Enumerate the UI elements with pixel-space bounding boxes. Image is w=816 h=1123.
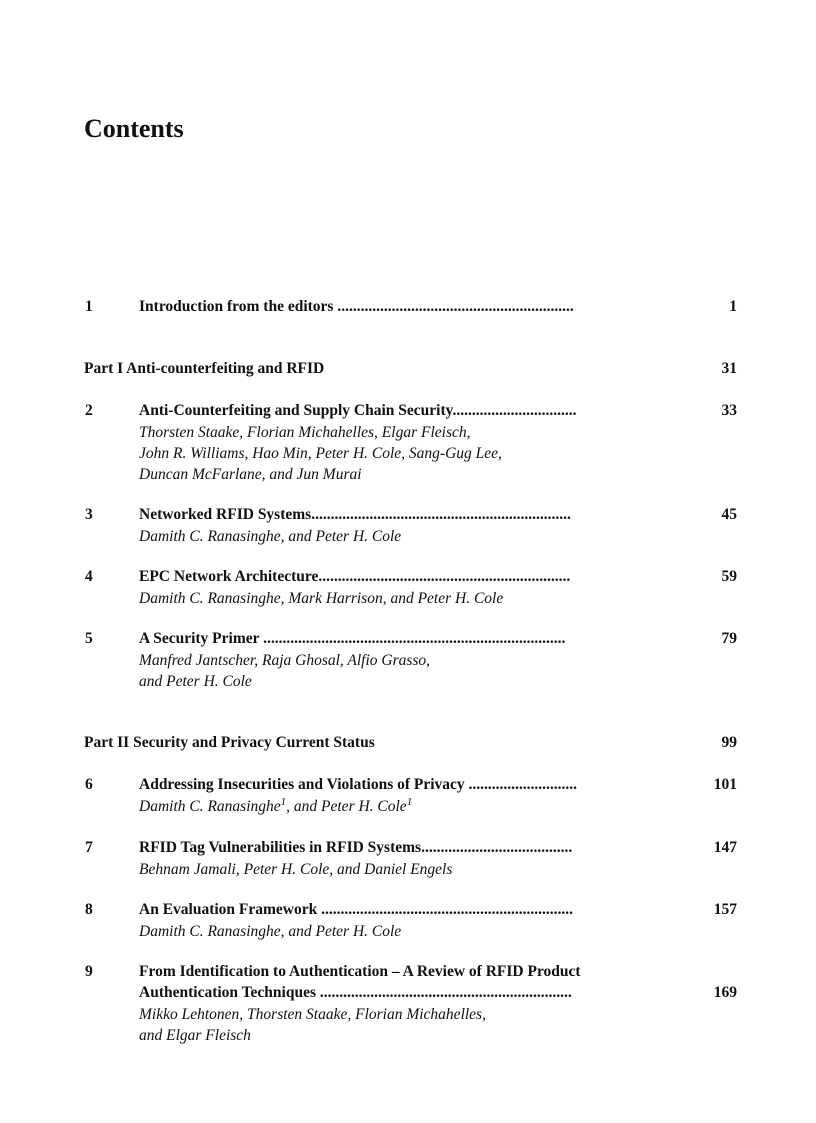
leader-dots: ..............................................................................: [259, 630, 566, 647]
chapter-authors: [139, 422, 502, 485]
page-number: 169: [713, 984, 737, 1001]
author-line: Mikko Lehtonen, Thorsten Staake, Florian Michahelles,: [139, 1006, 486, 1023]
chapter-title[interactable]: [139, 298, 699, 316]
leader-dots: ............................: [464, 776, 578, 793]
author-line: Damith C. Ranasinghe, and Peter H. Cole: [139, 923, 402, 940]
chapter-title-text: RFID Tag Vulnerabilities in RFID Systems: [139, 839, 422, 856]
chapter-title-text: Introduction from the editors: [139, 298, 334, 315]
leader-dots: .................................................................: [317, 901, 573, 918]
chapter-title-text: Networked RFID Systems: [139, 506, 312, 523]
chapter-authors: [139, 921, 401, 942]
author-line: and Elgar Fleisch: [139, 1027, 251, 1044]
author-line: Damith C. Ranasinghe, Mark Harrison, and Peter H. Cole: [139, 590, 504, 607]
leader-dots: .......................................: [421, 839, 573, 856]
chapter-number: 3: [85, 506, 93, 523]
page-number: 45: [721, 506, 737, 523]
part-heading: Part I Anti-counterfeiting and RFID: [84, 360, 325, 377]
chapter-number: 1: [85, 298, 93, 315]
page-number: 59: [721, 568, 737, 585]
chapter-title-text: Addressing Insecurities and Violations of Privacy: [139, 776, 465, 793]
chapter-authors: [139, 588, 503, 609]
leader-dots: ...................................................................: [311, 506, 571, 523]
chapter-title[interactable]: [139, 901, 699, 919]
page-number: 31: [721, 360, 737, 377]
chapter-authors: [139, 650, 430, 692]
chapter-number: 5: [85, 630, 93, 647]
chapter-title-text: Authentication Techniques: [139, 984, 317, 1001]
page-number: 1: [729, 298, 737, 315]
page-number: 101: [713, 776, 737, 793]
chapter-title[interactable]: [139, 776, 699, 794]
chapter-authors: [139, 526, 401, 547]
author-line: and Peter H. Cole: [139, 673, 252, 690]
chapter-number: 8: [85, 901, 93, 918]
chapter-title[interactable]: [139, 506, 699, 524]
footnote-marker: 1: [406, 795, 413, 808]
chapter-title-line1[interactable]: From Identification to Authentication – A Review of RFID Product: [139, 963, 581, 980]
chapter-title-text: Anti-Counterfeiting and Supply Chain Security: [139, 402, 453, 419]
author-line: Thorsten Staake, Florian Michahelles, Elgar Fleisch,: [139, 424, 471, 441]
chapter-authors: [139, 859, 452, 880]
page-number: 147: [713, 839, 737, 856]
leader-dots: ................................: [452, 402, 577, 419]
chapter-title-text: An Evaluation Framework: [139, 901, 318, 918]
chapter-number: 6: [85, 776, 93, 793]
author-line: Manfred Jantscher, Raja Ghosal, Alfio Grasso,: [139, 652, 431, 669]
part-heading: Part II Security and Privacy Current Status: [84, 734, 375, 751]
chapter-authors: [139, 1004, 486, 1046]
chapter-title[interactable]: [139, 568, 699, 586]
leader-dots: .................................................................: [316, 984, 572, 1001]
page-number: 99: [721, 734, 737, 751]
chapter-title[interactable]: [139, 630, 699, 648]
chapter-number: 7: [85, 839, 93, 856]
chapter-title[interactable]: [139, 839, 699, 857]
leader-dots: .................................................................: [318, 568, 571, 585]
author-line: John R. Williams, Hao Min, Peter H. Cole, Sang-Gug Lee,: [139, 445, 502, 462]
leader-dots: .............................................................: [333, 298, 574, 315]
chapter-title-text: EPC Network Architecture: [139, 568, 319, 585]
page-number: 79: [721, 630, 737, 647]
author-line: Duncan McFarlane, and Jun Murai: [139, 466, 362, 483]
page-title: Contents: [84, 114, 184, 143]
author-line: Damith C. Ranasinghe, and Peter H. Cole: [139, 528, 402, 545]
author-text: Damith C. Ranasinghe: [139, 798, 281, 815]
chapter-number: 4: [85, 568, 93, 585]
chapter-title[interactable]: [139, 984, 699, 1002]
author-text: , and Peter H. Cole: [286, 798, 407, 815]
page-number: 33: [721, 402, 737, 419]
footnote-marker: 1: [280, 795, 287, 808]
chapter-authors: [139, 796, 412, 817]
page-number: 157: [713, 901, 737, 918]
chapter-number: 9: [85, 963, 93, 980]
chapter-title[interactable]: [139, 402, 699, 420]
author-line: Behnam Jamali, Peter H. Cole, and Daniel Engels: [139, 861, 453, 878]
chapter-title-text: A Security Primer: [139, 630, 260, 647]
chapter-number: 2: [85, 402, 93, 419]
